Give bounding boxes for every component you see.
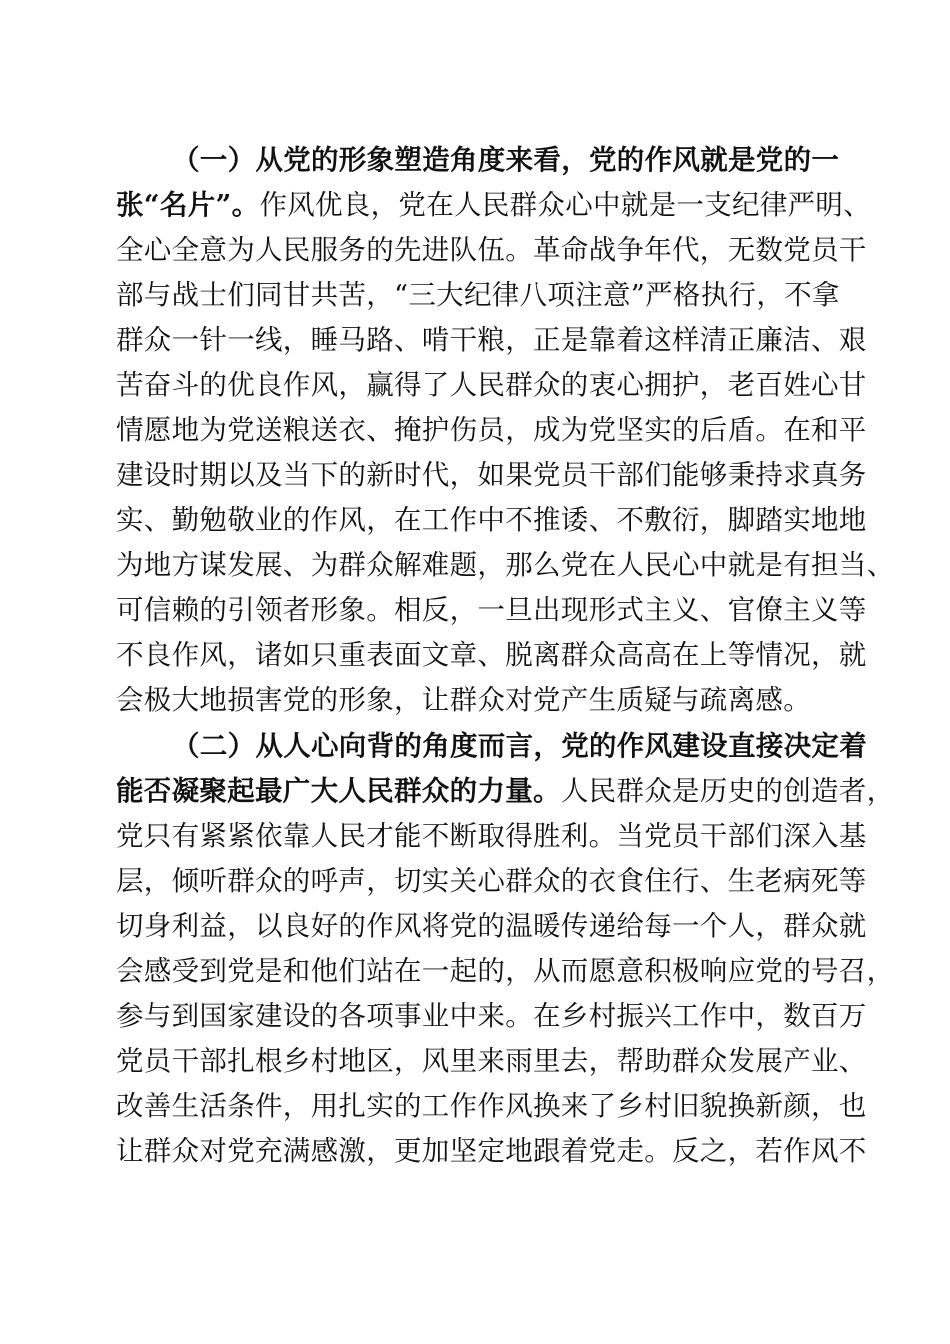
paragraph-1-line-7: 情愿地为党送粮送衣、掩护伤员，成为党坚实的后盾。在和平	[116, 414, 867, 446]
paragraph-1-line-9: 实、勤勉敬业的作风，在工作中不推诿、不敷衍，脚踏实地地	[116, 504, 867, 536]
paragraph-2-line-9: 改善生活条件，用扎实的工作作风换来了乡村旧貌换新颜，也	[116, 1090, 867, 1122]
paragraph-1-line-5: 群众一针一线，睡马路、啃干粮，正是靠着这样清正廉洁、艰	[116, 324, 867, 356]
paragraph-2-line-10: 让群众对党充满感激，更加坚定地跟着党走。反之，若作风不	[116, 1135, 867, 1167]
paragraph-2-line-1	[172, 727, 867, 765]
paragraph-2-heading: （二）从人心向背的角度而言，党的作风建设直接决定着	[172, 730, 867, 762]
paragraph-2-line-7: 参与到国家建设的各项事业中来。在乡村振兴工作中，数百万	[116, 1000, 867, 1032]
paragraph-1-line-11: 可信赖的引领者形象。相反，一旦出现形式主义、官僚主义等	[116, 594, 867, 626]
paragraph-2-line-5: 切身利益，以良好的作风将党的温暖传递给每一个人，群众就	[116, 910, 867, 942]
paragraph-1-heading: （一）从党的形象塑造角度来看，党的作风就是党的一	[172, 144, 840, 176]
paragraph-1-line-8: 建设时期以及当下的新时代，如果党员干部们能够秉持求真务	[116, 459, 867, 491]
paragraph-1-line-13: 会极大地损害党的形象，让群众对党产生质疑与疏离感。	[116, 684, 811, 716]
paragraph-1-heading-end: 张“名片”。	[116, 189, 260, 221]
paragraph-1-line-10: 为地方谋发展、为群众解难题，那么党在人民心中就是有担当、	[116, 549, 895, 581]
paragraph-2-line-8: 党员干部扎根乡村地区，风里来雨里去，帮助群众发展产业、	[116, 1045, 867, 1077]
paragraph-1-line-3: 全心全意为人民服务的先进队伍。革命战争年代，无数党员干	[116, 234, 867, 266]
paragraph-1-line-6: 苦奋斗的优良作风，赢得了人民群众的衷心拥护，老百姓心甘	[116, 369, 867, 401]
paragraph-1-line-2: 张“名片”。作风优良，党在人民群众心中就是一支纪律严明、	[116, 189, 872, 221]
paragraph-2-line-2: 能否凝聚起最广大人民群众的力量。人民群众是历史的创造者，	[116, 775, 895, 807]
paragraph-2-line-3: 党只有紧紧依靠人民才能不断取得胜利。当党员干部们深入基	[116, 820, 867, 852]
paragraph-1-line-4: 部与战士们同甘共苦，“三大纪律八项注意”严格执行，不拿	[116, 279, 840, 311]
paragraph-2-line-4: 层，倾听群众的呼声，切实关心群众的衣食住行、生老病死等	[116, 865, 867, 897]
paragraph-2-heading-end: 能否凝聚起最广大人民群众的力量。	[116, 775, 561, 807]
paragraph-1-line-1	[172, 141, 840, 179]
paragraph-1-line-12: 不良作风，诸如只重表面文章、脱离群众高高在上等情况，就	[116, 639, 867, 671]
paragraph-2-line-6: 会感受到党是和他们站在一起的，从而愿意积极响应党的号召，	[116, 955, 895, 987]
